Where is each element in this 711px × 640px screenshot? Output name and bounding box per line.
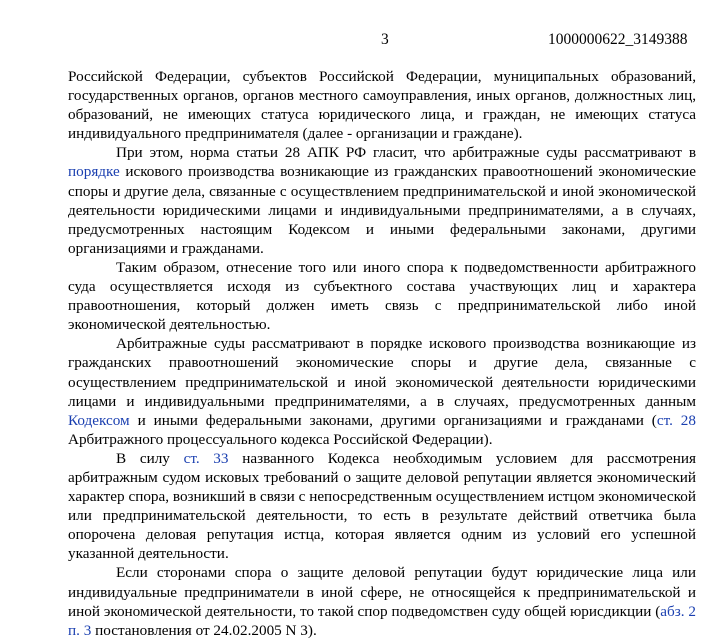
link-poryadok[interactable]: порядке [68, 163, 120, 181]
paragraph-article-28 [68, 143, 696, 258]
document-body [68, 67, 696, 640]
link-article-28[interactable]: ст. 28 [656, 411, 696, 429]
paragraph-text: постановления от 24.02.2005 N 3). [91, 621, 317, 639]
paragraph-continuation: Российской Федерации, субъектов Российской Федерации, муниципальных образований, государственных органов, органов местного самоуправления, иных органов, должностных лиц, образований, не имеющих статуса юридического лица, и граждан, не имеющих статуса индивидуального предпринимателя (далее - организации и граждане). [68, 68, 696, 143]
paragraph-arbitration-courts [68, 334, 696, 449]
paragraph-text: В силу [116, 449, 184, 467]
link-kodeks[interactable]: Кодексом [68, 411, 130, 429]
paragraph-text: и иными федеральными законами, другими организациями и гражданами ( [129, 411, 657, 429]
paragraph-text: искового производства возникающие из гражданских правоотношений экономические споры и другие дела, связанные с осуществлением предпринимательской и иной экономической деятельности юридическими лицами и индивидуальными предпринимателями, а в случаях, предусмотренных настоящим Кодексом и иными федеральными законами, другими организациями и гражданами. [68, 163, 696, 257]
paragraph-conclusion: Таким образом, отнесение того или иного спора к подведомственности арбитражного суда осуществляется исходя из субъектного состава участвующих лиц и характера правоотношения, который должен иметь связь с предпринимательской либо иной экономической деятельностью. [68, 258, 696, 334]
paragraph-text: названного Кодекса необходимым условием для рассмотрения арбитражным судом исковых требований о защите деловой репутации является экономический характер спора, возникший в связи с непосредственным осуществлением истцом экономической или предпринимательской деятельности, то есть в результате действий ответчика была опорочена деловая репутация истца, которая является одним из условий его успешной указанной деятельности. [68, 449, 696, 563]
paragraph-text: Арбитражные суды рассматривают в порядке искового производства возникающие из гражданских правоотношений экономические споры и другие дела, связанные с осуществлением предпринимательской и иной экономической деятельности юридическими лицами и индивидуальными предпринимателями, а в случаях, предусмотренных данным [68, 335, 696, 410]
page-number: 3 [381, 31, 389, 48]
document-id: 1000000622_3149388 [548, 31, 688, 48]
paragraph-article-33 [68, 449, 696, 564]
paragraph-text: При этом, норма статьи 28 АПК РФ гласит, что арбитражные суды рассматривают в [116, 144, 696, 162]
link-article-33[interactable]: ст. 33 [183, 449, 229, 467]
paragraph-text: Если сторонами спора о защите деловой репутации будут юридические лица или индивидуальные предприниматели в иной сфере, не относящейся к предпринимательской и иной экономической деятельности, то такой спор подведомствен суду общей юрисдикции ( [68, 564, 696, 620]
paragraph-text: Арбитражного процессуального кодекса Российской Федерации). [68, 430, 493, 448]
page-header [0, 31, 711, 53]
paragraph-general-jurisdiction [68, 563, 696, 639]
link-abz-2-p-3[interactable]: абз. 2 п. 3 [68, 602, 696, 639]
